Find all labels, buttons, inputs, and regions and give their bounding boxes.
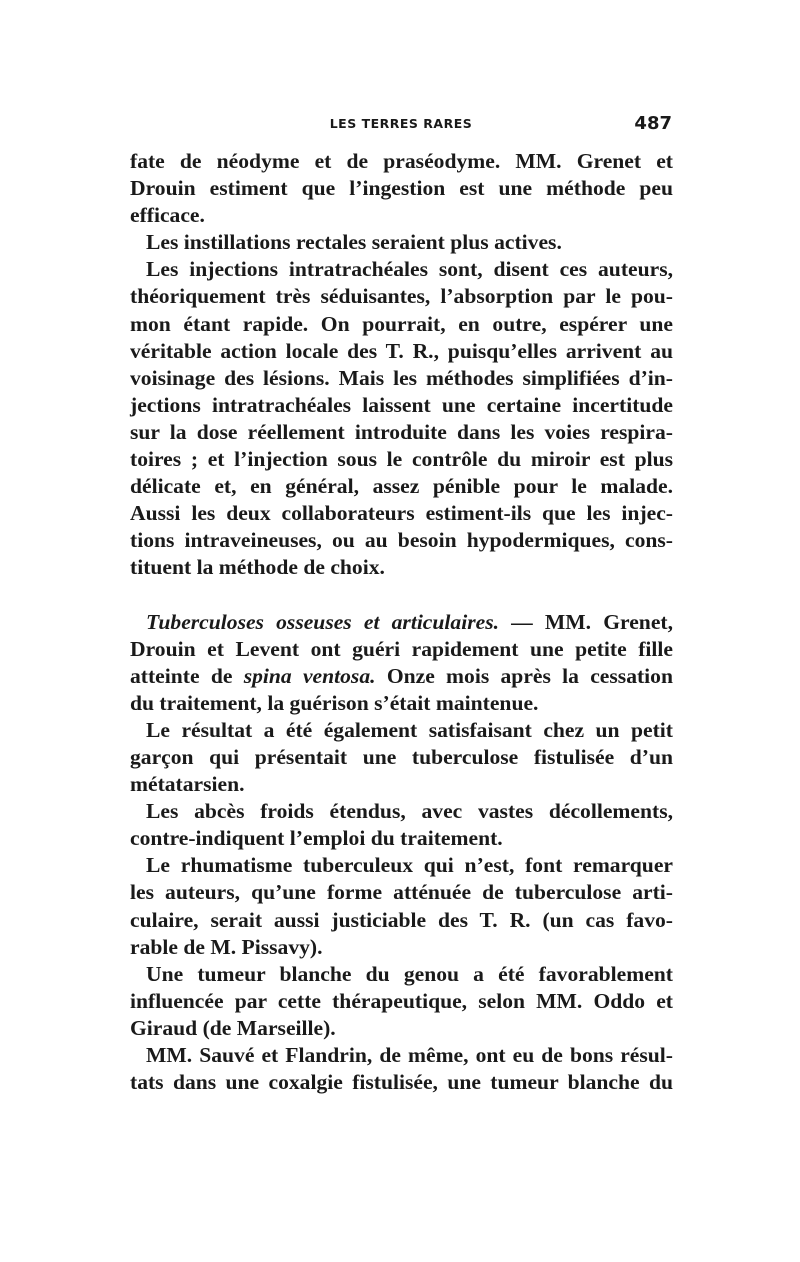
text-line: tituent la méthode de choix. (130, 555, 385, 580)
text-line: fate de néodyme et de praséodyme. MM. Grenet et (130, 149, 673, 173)
text-fragment: Onze mois après la cessation (375, 663, 673, 688)
text-line: Drouin et Levent ont guéri rapidement une petite fille (130, 636, 673, 661)
text-line: Une tumeur blanche du genou a été favorablement (146, 961, 673, 986)
text-line: Les instillations rectales seraient plus actives. (146, 230, 562, 255)
section-gap (130, 582, 673, 609)
text-line: Le résultat a été également satisfaisant chez un petit (146, 717, 673, 742)
text-line: Giraud (de Marseille). (130, 1015, 336, 1040)
text-line: influencée par cette thérapeutique, selon MM. Oddo et (130, 988, 673, 1013)
text-line: jections intratrachéales laissent une certaine incertitude (130, 392, 673, 417)
section-heading-line (130, 609, 673, 636)
italic-term: spina ventosa. (243, 663, 376, 688)
text-line: culaire, serait aussi justiciable des T. R. (un cas favo- (130, 907, 673, 932)
text-line: théoriquement très séduisantes, l’absorption par le pou- (130, 284, 673, 309)
text-line: Les abcès froids étendus, avec vastes décollements, (146, 799, 673, 824)
text-line: mon étant rapide. On pourrait, en outre, espérer une (130, 311, 673, 336)
text-line: Aussi les deux collaborateurs estiment-ils que les injec- (130, 501, 673, 526)
text-line-with-italic (130, 663, 673, 690)
section-heading: Tuberculoses osseuses et articulaires. (146, 609, 499, 634)
body-text (130, 148, 673, 1096)
section-heading-rest: — MM. Grenet, (499, 609, 673, 634)
text-line: les auteurs, qu’une forme atténuée de tuberculose arti- (130, 880, 673, 905)
text-line: métatarsien. (130, 772, 245, 797)
text-line: tions intraveineuses, ou au besoin hypodermiques, cons- (130, 528, 673, 553)
text-line: véritable action locale des T. R., puisqu’elles arrivent au (130, 338, 673, 363)
text-line: tats dans une coxalgie fistulisée, une tumeur blanche du (130, 1070, 673, 1095)
text-line: contre-indiquent l’emploi du traitement. (130, 826, 503, 851)
text-line: garçon qui présentait une tuberculose fistulisée d’un (130, 744, 673, 769)
text-line: rable de M. Pissavy). (130, 934, 323, 959)
text-line: voisinage des lésions. Mais les méthodes simplifiées d’in- (130, 365, 673, 390)
running-head (130, 113, 672, 138)
running-title: LES TERRES RARES (329, 116, 473, 131)
text-line: du traitement, la guérison s’était maintenue. (130, 690, 539, 715)
text-line: Drouin estiment que l’ingestion est une méthode peu (130, 176, 673, 201)
text-line: efficace. (130, 203, 205, 228)
text-line: MM. Sauvé et Flandrin, de même, ont eu de bons résul- (146, 1043, 673, 1067)
page-number: 487 (634, 113, 672, 134)
text-line: Le rhumatisme tuberculeux qui n’est, font remarquer (146, 853, 673, 878)
text-line: délicate et, en général, assez pénible pour le malade. (130, 474, 673, 499)
text-line: sur la dose réellement introduite dans les voies respira- (130, 419, 673, 444)
text-fragment: atteinte de (130, 663, 244, 688)
text-line: toires ; et l’injection sous le contrôle du miroir est plus (130, 447, 673, 472)
text-line: Les injections intratrachéales sont, disent ces auteurs, (146, 257, 673, 282)
